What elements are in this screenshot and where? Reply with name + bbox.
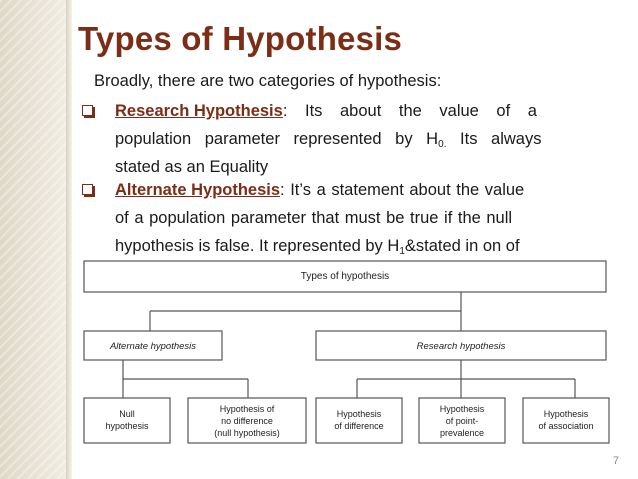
term-alternate-hypothesis: Alternate Hypothesis xyxy=(115,181,281,199)
bullet-text: : It’s a statement about the value xyxy=(280,181,525,199)
leaf-label: Hypothesis xyxy=(439,404,485,414)
bullet-text: Its always xyxy=(446,130,542,148)
bullet-text: of a population parameter that must be true if the null xyxy=(115,209,513,227)
intro-text: Broadly, there are two categories of hypothesis: xyxy=(94,72,442,90)
bullet-text: population parameter represented by H xyxy=(115,130,439,148)
slide-title: Types of Hypothesis xyxy=(78,20,403,57)
bullet-line xyxy=(115,129,616,149)
bullet-line xyxy=(115,157,616,177)
bullet-text: hypothesis is false. It represented by H xyxy=(115,237,400,255)
leaf-label: Hypothesis xyxy=(543,409,589,419)
leaf-label: of difference xyxy=(334,421,384,431)
decorative-strip xyxy=(0,0,66,479)
decorative-strip-edge xyxy=(66,0,72,479)
leaf-label: of association xyxy=(538,421,594,431)
leaf-label: hypothesis xyxy=(105,421,149,431)
bullet-text: &stated in on of xyxy=(404,237,520,255)
leaf-label: Hypothesis xyxy=(336,409,382,419)
bullet-text: stated as an Equality xyxy=(115,158,269,176)
subscript: 1 xyxy=(399,246,405,257)
checkbox-bullet-icon xyxy=(82,105,93,116)
bullet-line xyxy=(115,180,616,200)
page-number: 7 xyxy=(612,455,619,467)
bullet-line xyxy=(115,208,616,228)
checkbox-bullet-icon xyxy=(82,184,93,195)
term-research-hypothesis: Research Hypothesis xyxy=(115,102,283,120)
hypothesis-diagram xyxy=(78,257,614,448)
bullet-line xyxy=(115,236,616,256)
subscript: 0. xyxy=(438,139,447,150)
leaf-label: of point- xyxy=(445,416,479,426)
research-label: Research hypothesis xyxy=(416,341,506,352)
leaf-label: (null hypothesis) xyxy=(214,428,280,438)
leaf-label: prevalence xyxy=(439,428,485,438)
bullet-text: : Its about the value of a xyxy=(282,102,537,120)
leaf-label: Null xyxy=(119,409,135,419)
leaf-label: no difference xyxy=(221,416,273,426)
root-label: Types of hypothesis xyxy=(300,271,390,282)
leaf-label: Hypothesis of xyxy=(219,404,275,414)
diagram-svg xyxy=(78,257,614,448)
bullet-line xyxy=(115,101,616,121)
alternate-label: Alternate hypothesis xyxy=(109,341,197,352)
